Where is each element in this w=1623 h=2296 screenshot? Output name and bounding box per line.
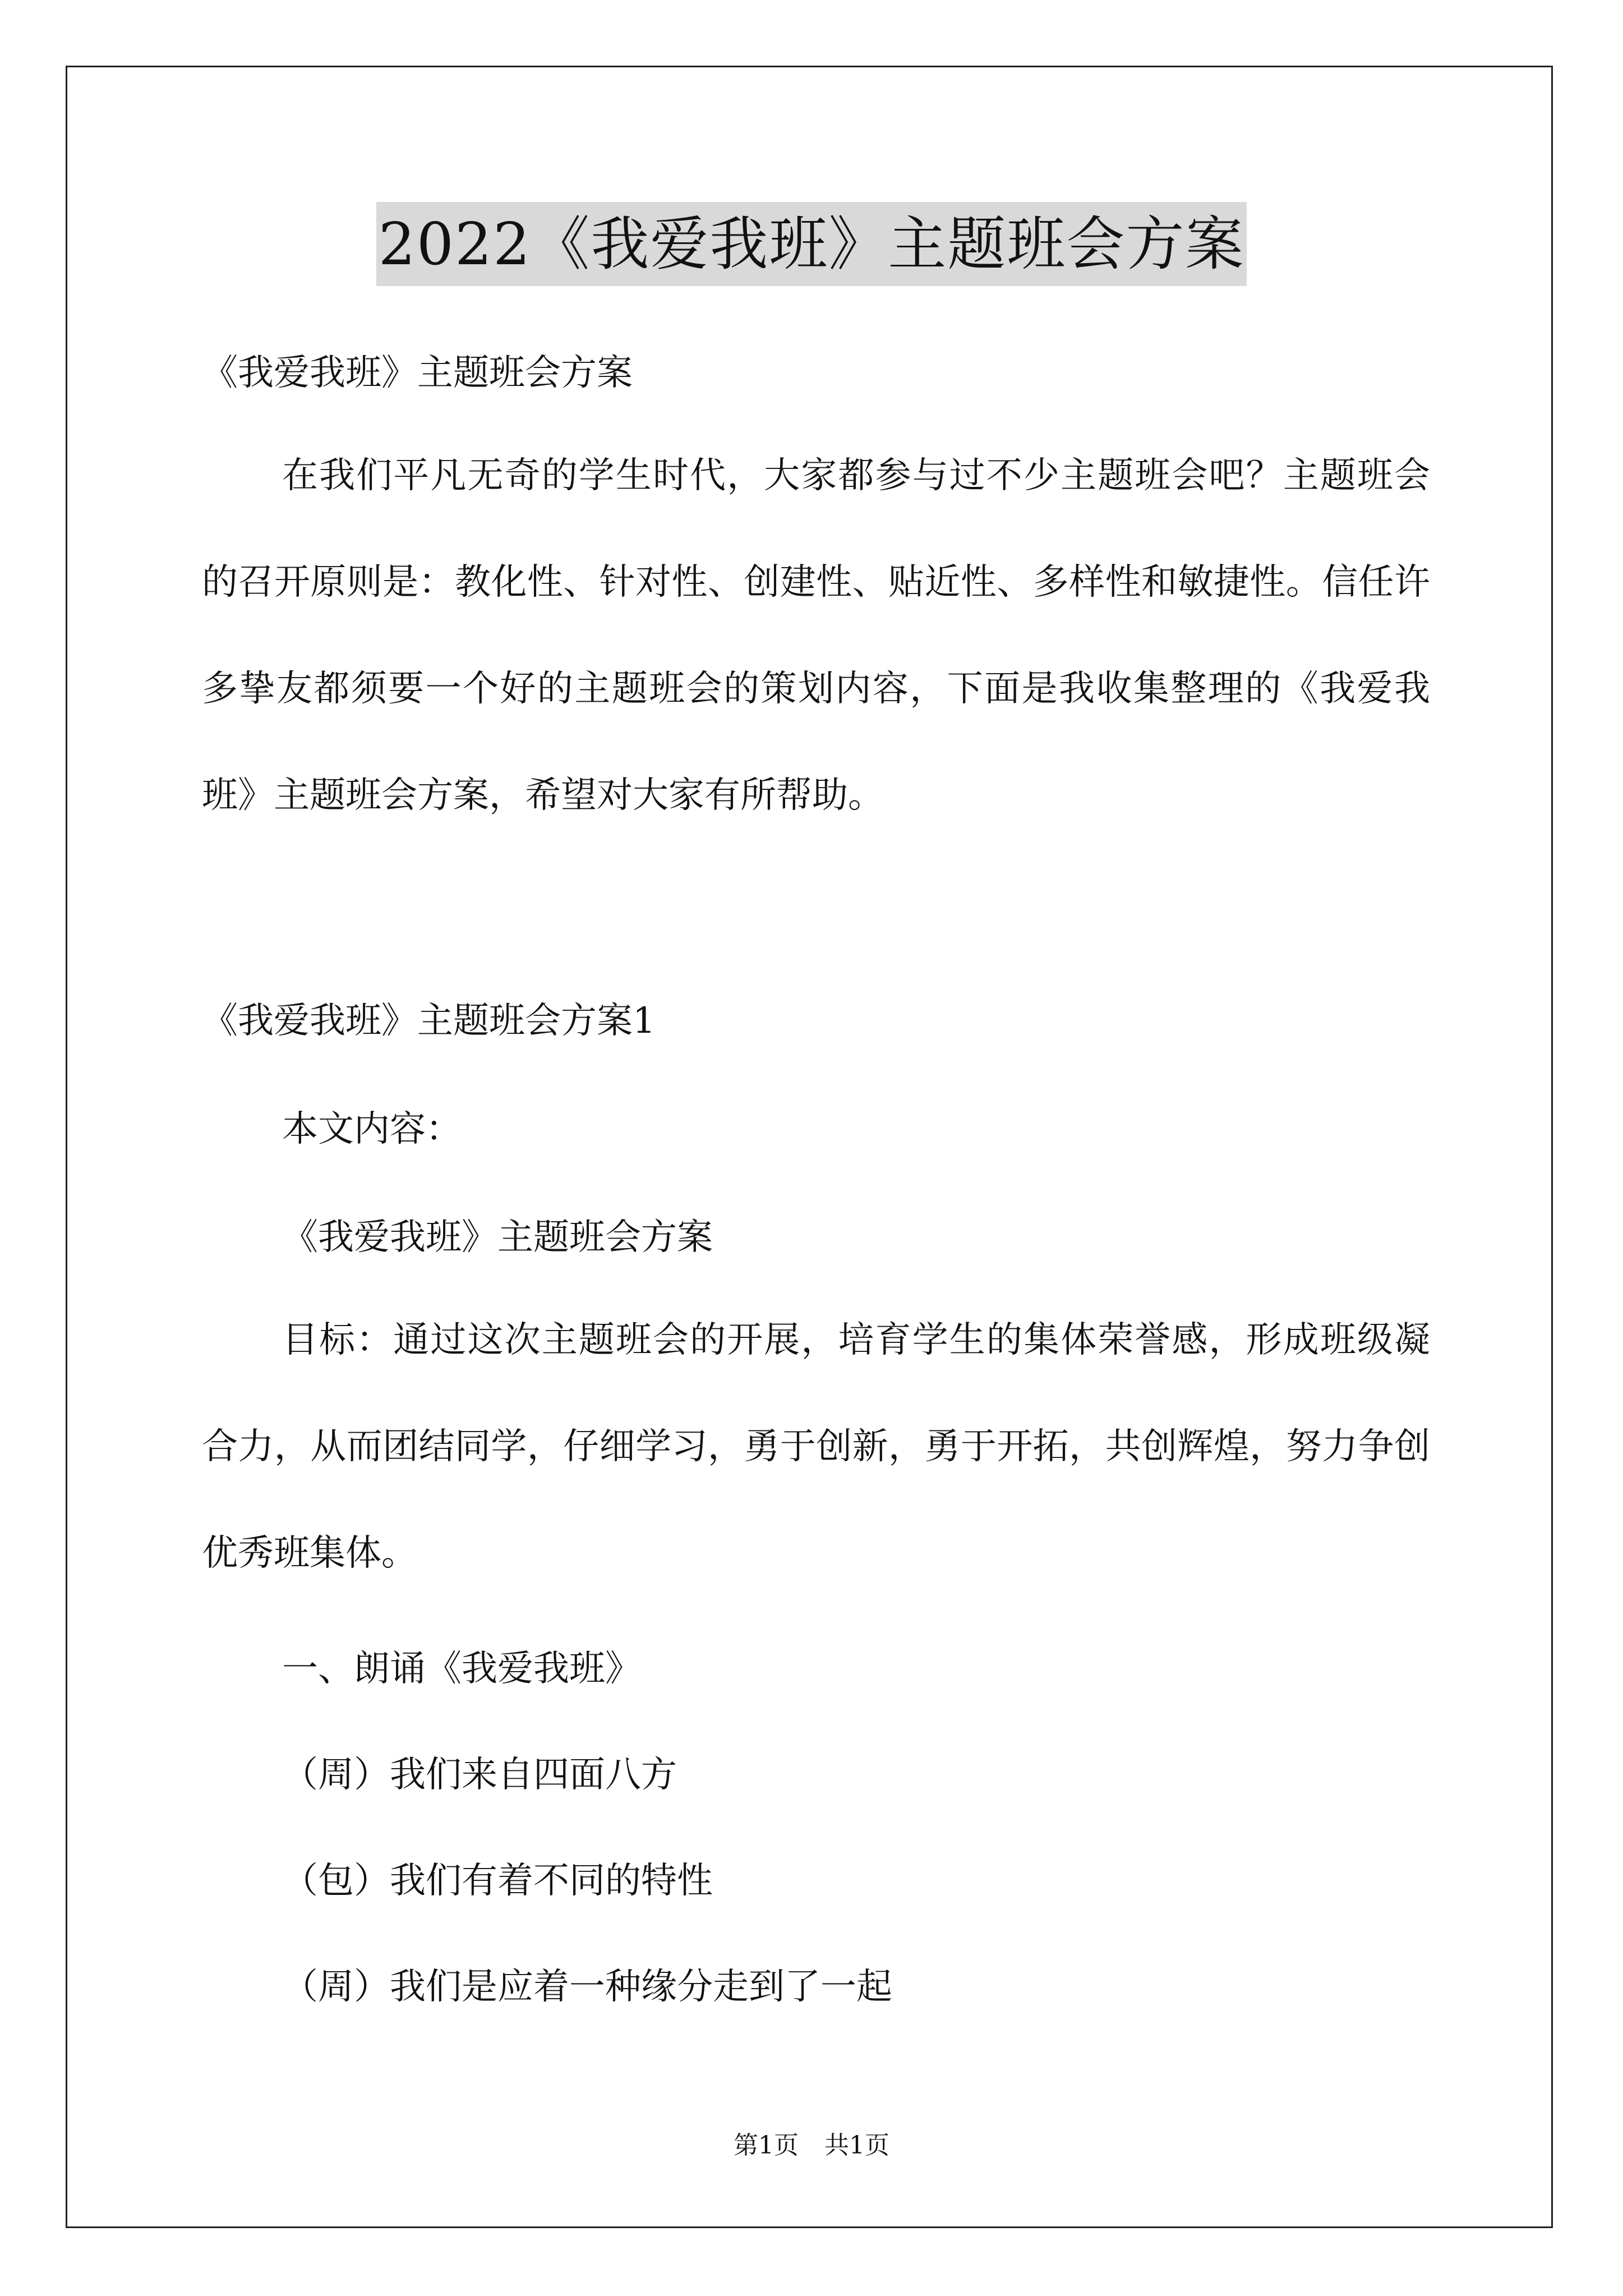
document-title: 2022《我爱我班》主题班会方案 [376, 202, 1247, 286]
page-number-total: 共1页 [824, 2131, 889, 2160]
recitation-line: （周）我们来自四面八方 [282, 1754, 677, 1796]
content-title: 《我爱我班》主题班会方案 [282, 1217, 713, 1258]
document-subtitle: 《我爱我班》主题班会方案 [202, 352, 633, 394]
goal-paragraph: 目标：通过这次主题班会的开展，培育学生的集体荣誉感，形成班级凝合力，从而团结同学，仔细学习，勇于创新，勇于开拓，共创辉煌，努力争创优秀班集体。 [202, 1319, 1430, 1574]
part-1-heading: 一、朗诵《我爱我班》 [282, 1648, 641, 1690]
page-number-current: 第1页 [734, 2131, 799, 2160]
content-label: 本文内容： [282, 1108, 462, 1150]
intro-paragraph: 在我们平凡无奇的学生时代，大家都参与过不少主题班会吧？主题班会的召开原则是：教化性、针对性、创建性、贴近性、多样性和敏捷性。信任许多挚友都须要一个好的主题班会的策划内容，下面是我收集整理的《我爱我班》主题班会方案，希望对大家有所帮助。 [202, 455, 1430, 816]
page-footer [0, 2129, 1623, 2162]
document-title-container [0, 202, 1623, 286]
recitation-line: （包）我们有着不同的特性 [282, 1860, 713, 1902]
recitation-line: （周）我们是应着一种缘分走到了一起 [282, 1966, 892, 2008]
section-1-heading: 《我爱我班》主题班会方案1 [202, 1000, 656, 1042]
